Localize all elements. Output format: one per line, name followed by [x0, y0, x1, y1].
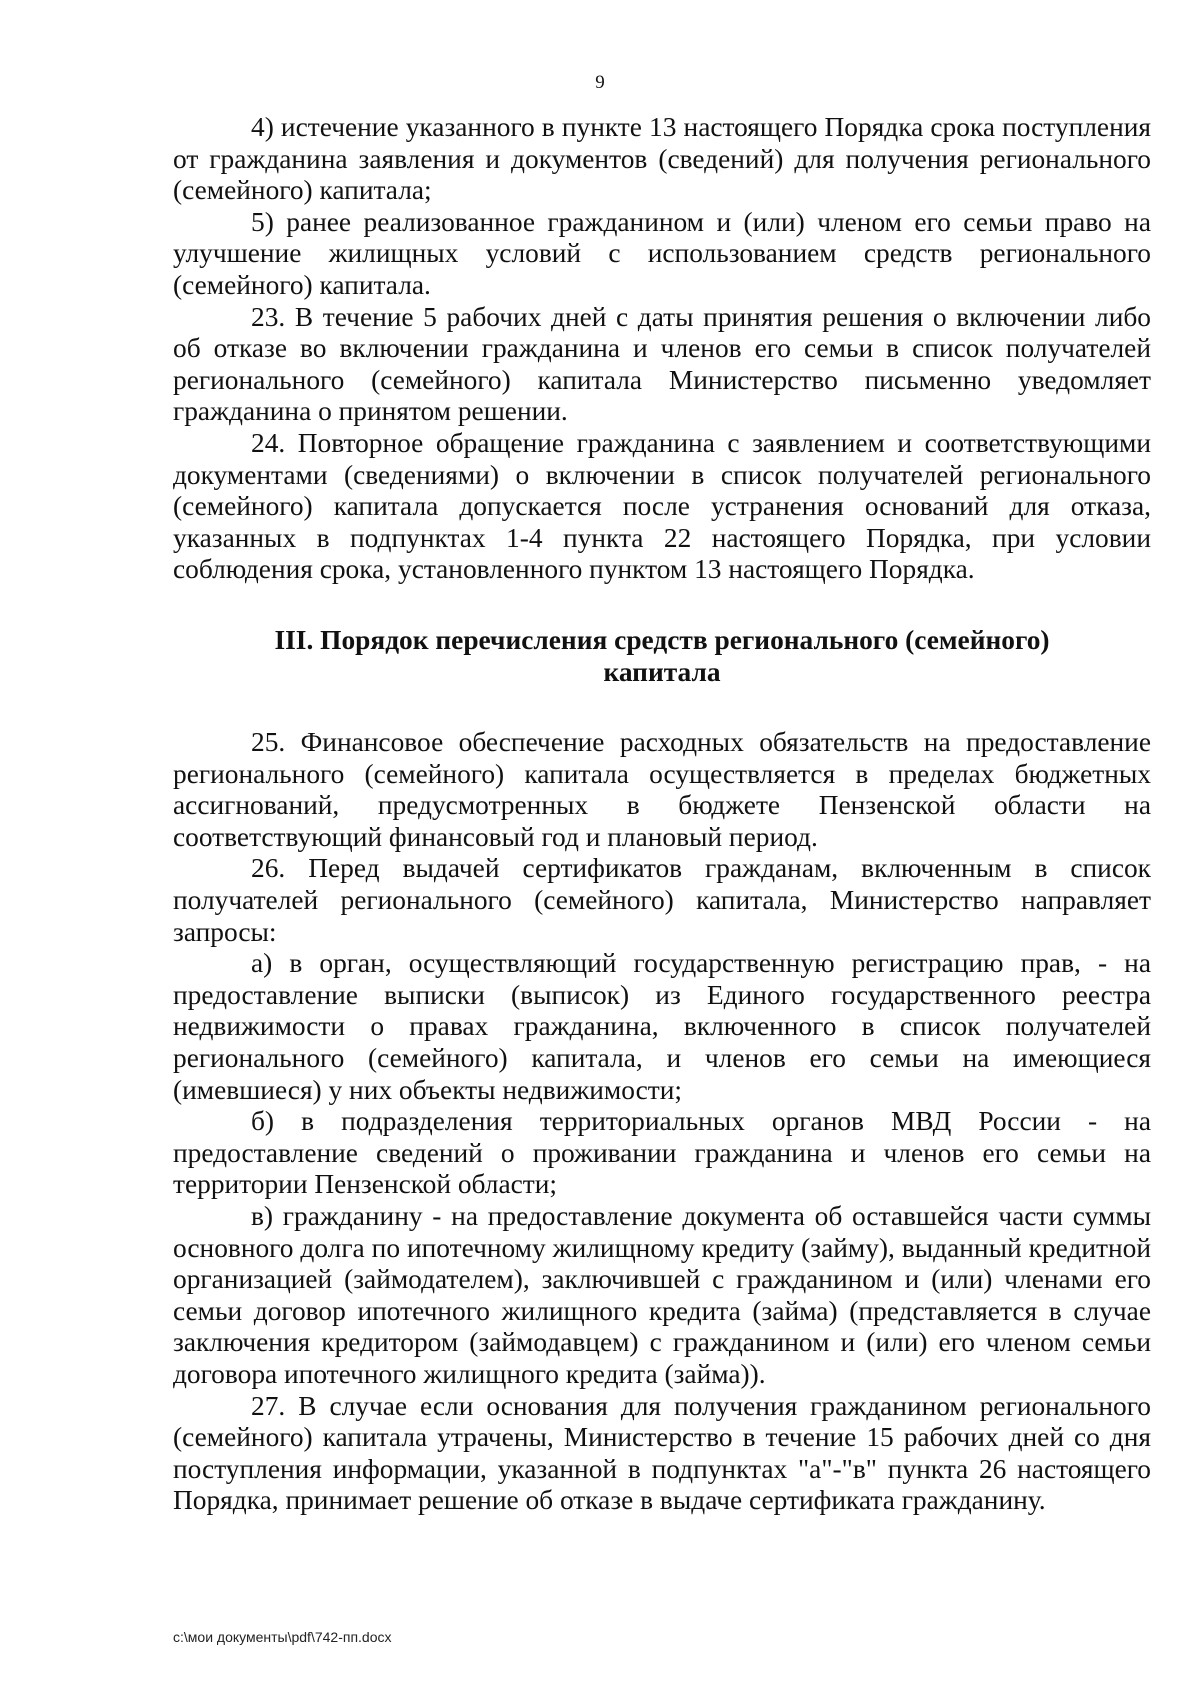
paragraph-item-5: 5) ранее реализованное гражданином и (или) членом его семьи право на улучшение жилищных условий с использованием средств регионального (семейного) капитала. [173, 206, 1151, 300]
paragraph-26-v: в) гражданину - на предоставление документа об оставшейся части суммы основного долга по ипотечному жилищному кредиту (займу), выданный кредитной организацией (займодателем), заключившей с гражданином и (или) членами его семьи договор ипотечного жилищного кредита (займа) (представляется в случае заключения кредитором (займодавцем) с гражданином и (или) его членом семьи договора ипотечного жилищного кредита (займа)). [173, 1201, 1151, 1389]
paragraph-26: 26. Перед выдачей сертификатов гражданам, включенным в список получателей регионального (семейного) капитала, Министерство направляет запросы: [173, 853, 1151, 947]
paragraph-24: 24. Повторное обращение гражданина с заявлением и соответствующими документами (сведениями) о включении в список получателей регионального (семейного) капитала допускается после устранения оснований для отказа, указанных в подпунктах 1-4 пункта 22 настоящего Порядка, при условии соблюдения срока, установленного пунктом 13 настоящего Порядка. [173, 427, 1151, 585]
document-body [173, 112, 1151, 1517]
paragraph-25: 25. Финансовое обеспечение расходных обязательств на предоставление регионального (семейного) капитала осуществляется в пределах бюджетных ассигнований, предусмотренных в бюджете Пензенской области на соответствующий финансовый год и плановый период. [173, 727, 1151, 852]
section-heading: III. Порядок перечисления средств регионального (семейного) капитала [274, 624, 1050, 687]
paragraph-27: 27. В случае если основания для получения гражданином регионального (семейного) капитала утрачены, Министерство в течение 15 рабочих дней со дня поступления информации, указанной в подпунктах "а"-"в" пункта 26 настоящего Порядка, принимает решение об отказе в выдаче сертификата гражданину. [173, 1390, 1151, 1516]
page-number: 9 [595, 72, 605, 93]
paragraph-item-4: 4) истечение указанного в пункте 13 настоящего Порядка срока поступления от гражданина заявления и документов (сведений) для получения регионального (семейного) капитала; [173, 112, 1151, 206]
footer-file-path: c:\мои документы\pdf\742-пп.docx [173, 1629, 392, 1645]
paragraph-26-b: б) в подразделения территориальных органов МВД России - на предоставление сведений о проживании гражданина и членов его семьи на территории Пензенской области; [173, 1106, 1151, 1200]
paragraph-23: 23. В течение 5 рабочих дней с даты принятия решения о включении либо об отказе во включении гражданина и членов его семьи в список получателей регионального (семейного) капитала Министерство письменно уведомляет гражданина о принятом решении. [173, 301, 1151, 427]
paragraph-26-a: а) в орган, осуществляющий государственную регистрацию прав, - на предоставление выписки (выписок) из Единого государственного реестра недвижимости о правах гражданина, включенного в список получателей регионального (семейного) капитала, и членов его семьи на имеющиеся (имевшиеся) у них объекты недвижимости; [173, 948, 1151, 1105]
